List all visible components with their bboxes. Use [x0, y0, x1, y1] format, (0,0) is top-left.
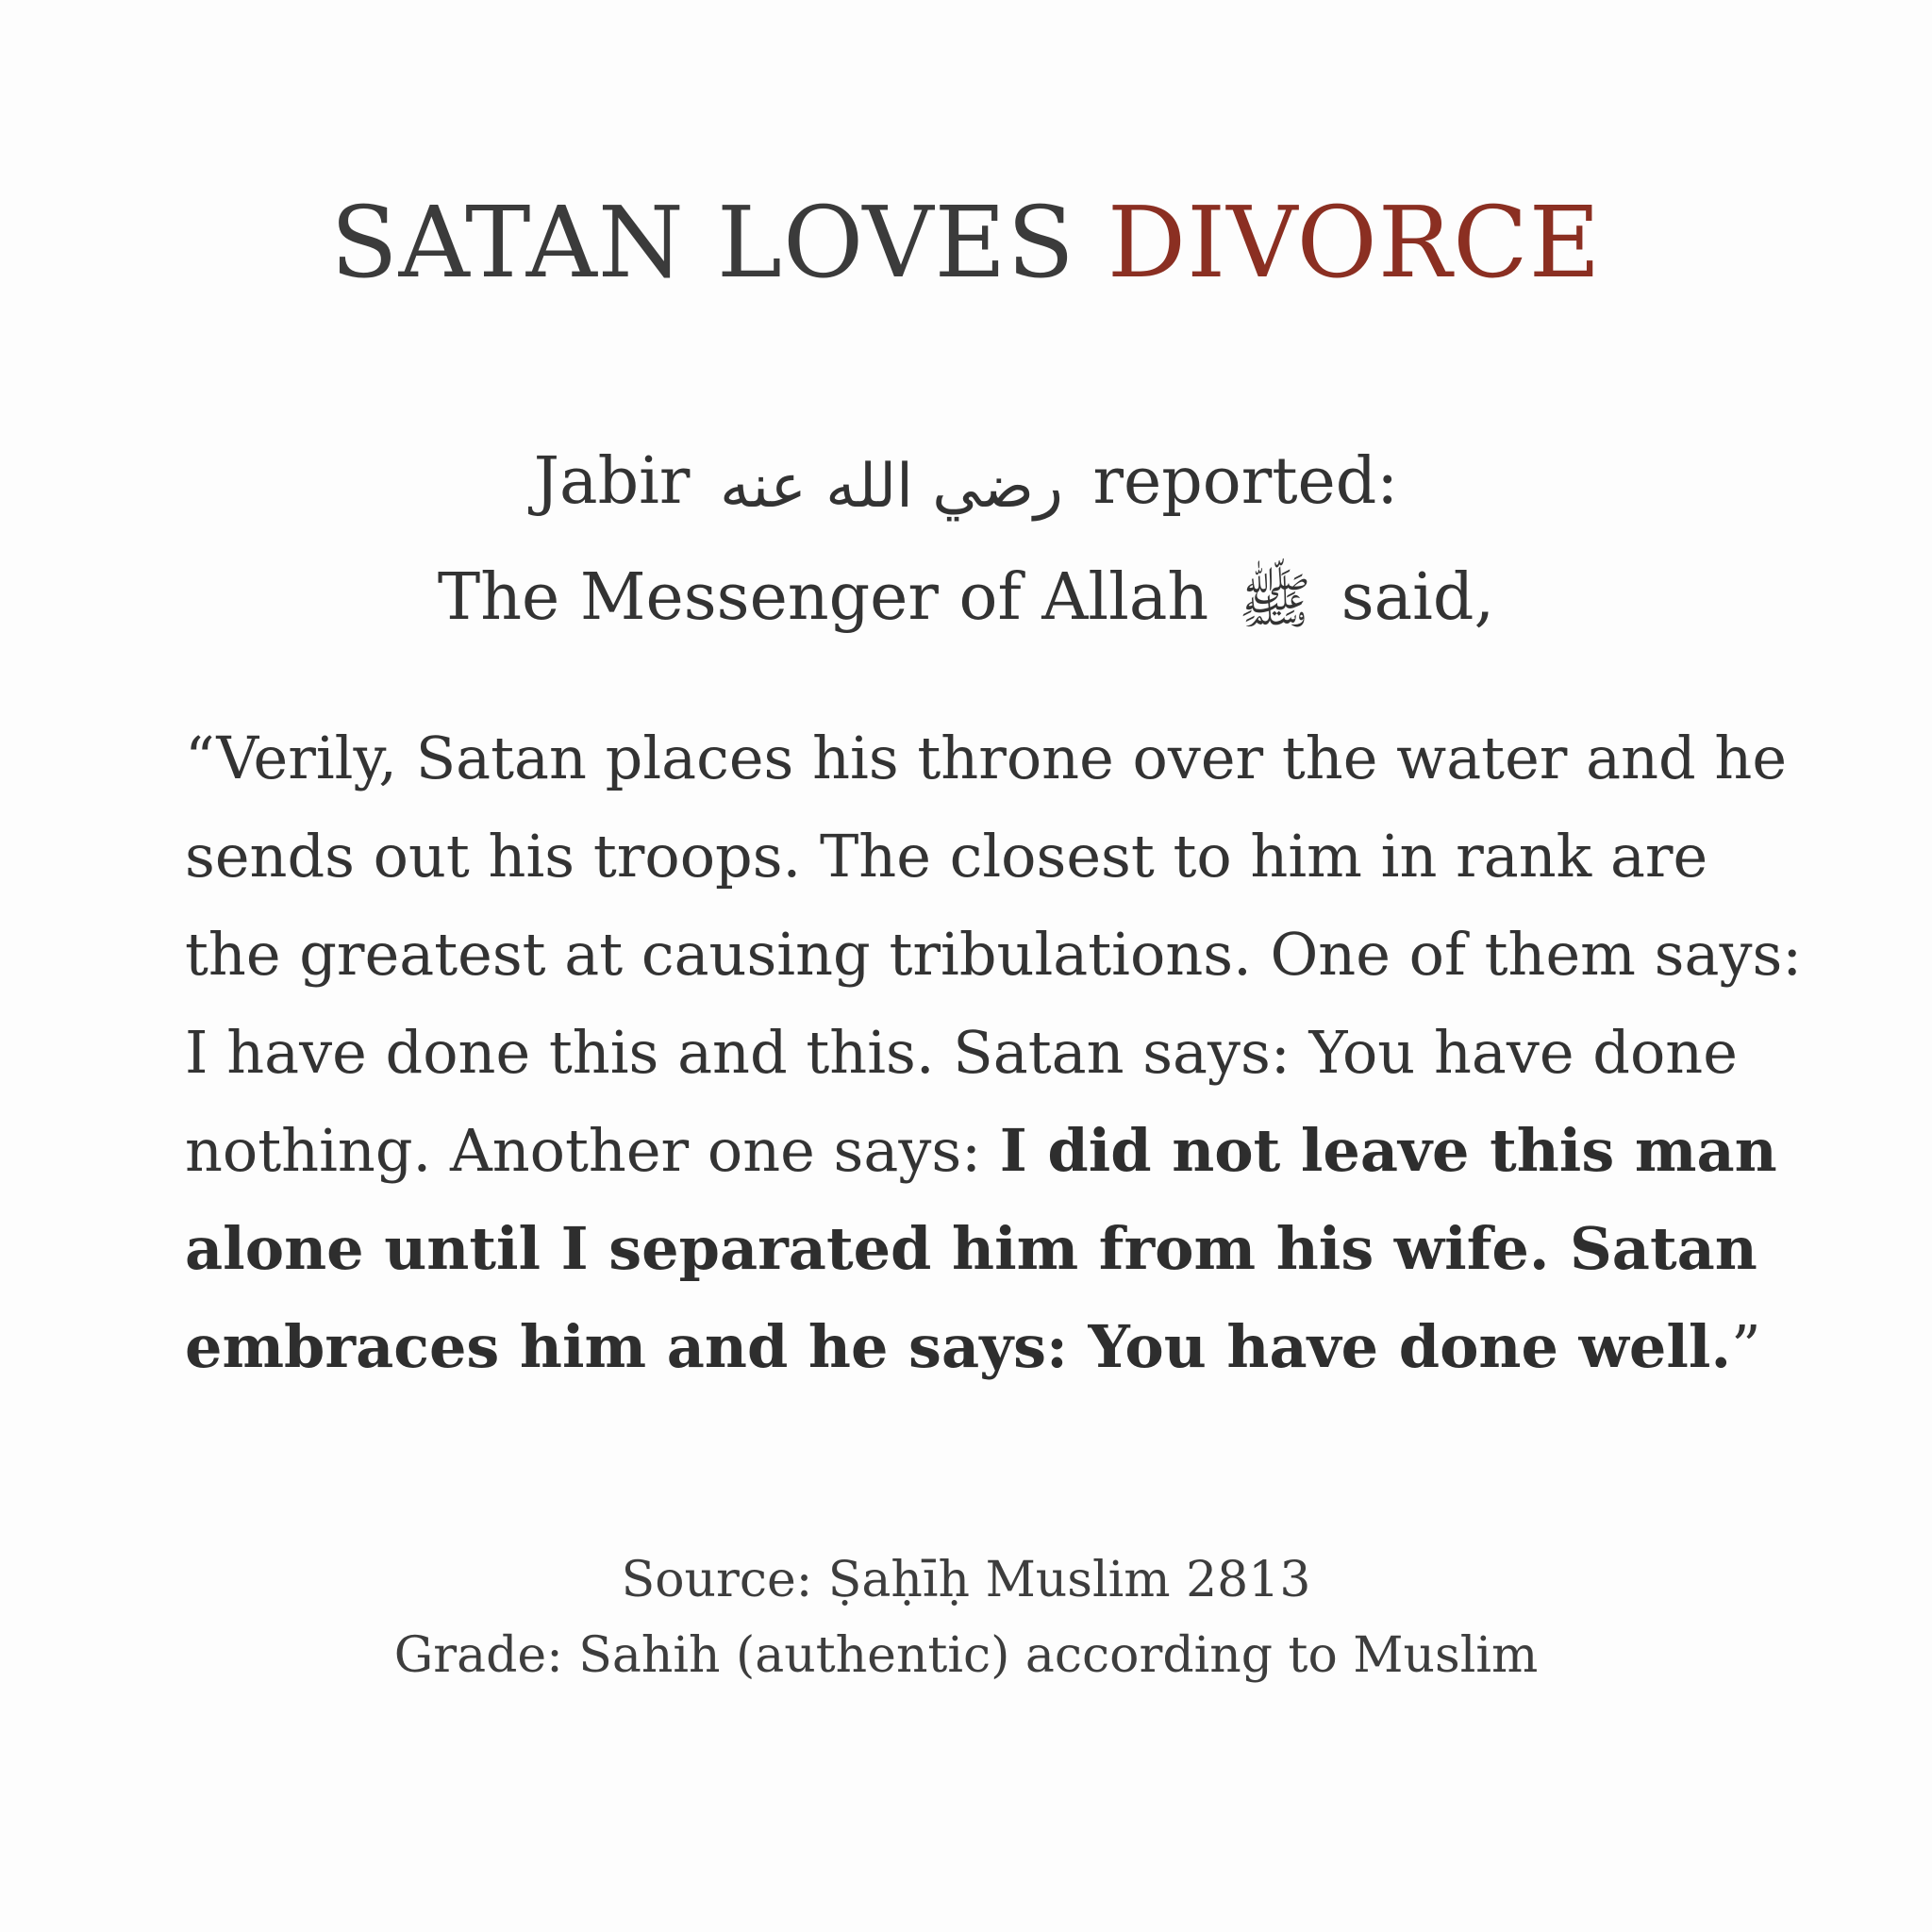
hadith-line-5: [185, 1102, 1777, 1200]
grade-citation: Grade: Sahih (authentic) according to Muslim: [393, 1627, 1539, 1684]
hadith-text: [185, 709, 1803, 1396]
title-part-1: SATAN LOVES: [330, 185, 1075, 300]
narration-said: said,: [1341, 559, 1495, 635]
hadith-line-5-bold: I did not leave this man: [999, 1116, 1777, 1185]
closing-quote: ”: [1731, 1312, 1761, 1381]
citation-footer: [0, 1542, 1932, 1693]
salawat-honorific: ﷺ: [1238, 567, 1312, 637]
hadith-line-7-bold: embraces him and he says: You have done well.: [185, 1312, 1732, 1381]
hadith-line-2: sends out his troops. The closest to him in rank are: [185, 822, 1708, 891]
hadith-line-1: “Verily, Satan places his throne over the water and he: [185, 724, 1788, 792]
narration-reported: reported:: [1092, 444, 1399, 519]
hadith-line-7: [185, 1298, 1770, 1396]
narration-line-1: [0, 426, 1932, 542]
radiallahu-anhu-honorific: رضي الله عنه: [719, 451, 1063, 522]
hadith-line-6: [185, 1200, 1770, 1298]
hadith-line-3: the greatest at causing tribulations. One of them says:: [185, 920, 1803, 989]
title-part-2-accent: DIVORCE: [1107, 185, 1602, 300]
page-title: [0, 184, 1932, 301]
hadith-line-4: I have done this and this. Satan says: You have done: [185, 1018, 1738, 1087]
source-citation: Source: Ṣaḥīḥ Muslim 2813: [621, 1552, 1311, 1608]
messenger-text: The Messenger of Allah: [437, 559, 1209, 635]
narration-block: [0, 426, 1932, 658]
narration-line-2: [0, 542, 1932, 658]
hadith-line-6-bold: alone until I separated him from his wife. Satan: [185, 1214, 1757, 1283]
narrator-name: Jabir: [533, 444, 691, 519]
hadith-line-5-normal: nothing. Another one says:: [185, 1116, 982, 1185]
